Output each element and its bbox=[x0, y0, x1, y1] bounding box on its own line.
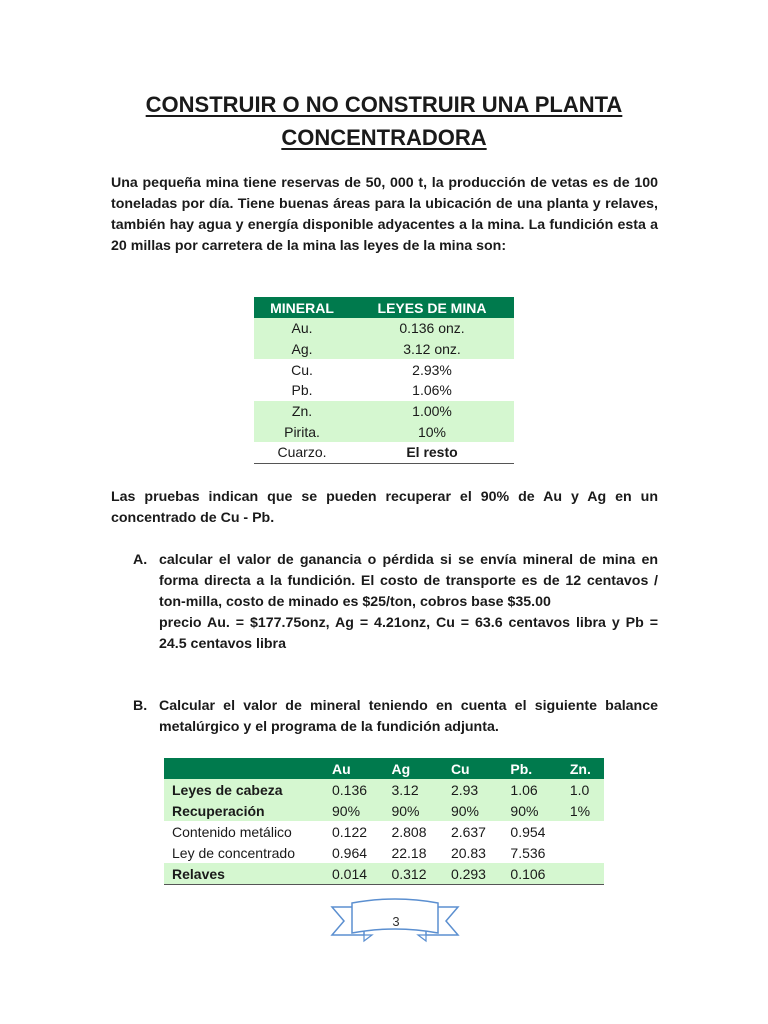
value-cell: 90% bbox=[387, 800, 446, 821]
mineral-cell: Zn. bbox=[254, 401, 350, 422]
item-a-text: calcular el valor de ganancia o pérdida si se envía mineral de mina en forma directa a la fundición. El costo de transporte es de 12 centavos / ton-milla, costo de minado es $25/ton, cobros base $35.00 bbox=[159, 552, 658, 610]
value-cell: 0.122 bbox=[332, 823, 368, 840]
table-row bbox=[254, 442, 514, 463]
value-cell: 90% bbox=[328, 800, 387, 821]
mineral-cell: Au. bbox=[254, 318, 350, 339]
value-cell: 0.954 bbox=[510, 823, 546, 840]
mineral-cell: Cu. bbox=[291, 361, 313, 378]
ley-cell: 1.00% bbox=[350, 401, 514, 422]
header-au: Au bbox=[328, 758, 387, 779]
value-cell: 0.964 bbox=[332, 844, 368, 861]
value-cell: 0.014 bbox=[328, 863, 387, 885]
header-mineral: MINERAL bbox=[254, 297, 350, 318]
balance-metalurgico-table bbox=[164, 758, 604, 885]
value-cell bbox=[566, 842, 604, 863]
header-cu: Cu bbox=[447, 758, 506, 779]
value-cell: 1% bbox=[566, 800, 604, 821]
value-cell: 1.0 bbox=[566, 779, 604, 800]
value-cell: 0.293 bbox=[447, 863, 506, 885]
table-row bbox=[254, 401, 514, 422]
title-line-2: CONCENTRADORA bbox=[281, 125, 487, 150]
value-cell: 90% bbox=[447, 800, 506, 821]
table-row bbox=[164, 779, 604, 800]
mineral-cell: Cuarzo. bbox=[254, 442, 350, 463]
value-cell: 2.808 bbox=[391, 823, 427, 840]
list-marker-b: B. bbox=[133, 698, 148, 714]
item-b-text: Calcular el valor de mineral teniendo en cuenta el siguiente balance metalúrgico y el programa de la fundición adjunta. bbox=[159, 698, 658, 735]
table-header-row bbox=[164, 758, 604, 779]
value-cell bbox=[566, 863, 604, 885]
row-label: Relaves bbox=[164, 863, 328, 885]
table-row bbox=[164, 800, 604, 821]
table-row bbox=[164, 863, 604, 885]
leyes-de-mina-table bbox=[254, 297, 514, 464]
header-leyes: LEYES DE MINA bbox=[350, 297, 514, 318]
value-cell: 0.136 bbox=[328, 779, 387, 800]
list-item-b bbox=[111, 696, 658, 738]
page-number: 3 bbox=[392, 914, 400, 929]
ley-cell: 3.12 onz. bbox=[350, 339, 514, 360]
value-cell: 22.18 bbox=[391, 844, 427, 861]
document-title bbox=[100, 88, 668, 154]
mineral-cell: Ag. bbox=[254, 339, 350, 360]
header-pb: Pb. bbox=[506, 758, 565, 779]
header-ag: Ag bbox=[387, 758, 446, 779]
ley-cell: 10% bbox=[350, 421, 514, 442]
value-cell bbox=[566, 821, 604, 842]
mineral-cell: Pb. bbox=[291, 382, 313, 399]
row-label: Leyes de cabeza bbox=[164, 779, 328, 800]
ley-cell: El resto bbox=[350, 442, 514, 463]
intro-paragraph: Una pequeña mina tiene reservas de 50, 000 t, la producción de vetas es de 100 toneladas por día. Tiene buenas áreas para la ubicación de una planta y relaves, también hay agua y energía disponible adyacentes a la mina. La fundición esta a 20 millas por carretera de la mina las leyes de la mina son: bbox=[111, 175, 658, 254]
table-row bbox=[254, 359, 514, 380]
header-empty bbox=[164, 758, 328, 779]
ley-cell: 1.06% bbox=[412, 382, 452, 399]
title-line-1: CONSTRUIR O NO CONSTRUIR UNA PLANTA bbox=[145, 92, 623, 117]
value-cell: 7.536 bbox=[510, 844, 546, 861]
table-row bbox=[254, 339, 514, 360]
value-cell: 90% bbox=[506, 800, 565, 821]
table-row bbox=[254, 380, 514, 401]
item-a-prices: precio Au. = $177.75onz, Ag = 4.21onz, Cu = 63.6 centavos libra y Pb = 24.5 centavos libra bbox=[159, 615, 658, 652]
value-cell: 1.06 bbox=[506, 779, 565, 800]
ley-cell: 2.93% bbox=[412, 361, 452, 378]
row-label: Ley de concentrado bbox=[172, 844, 295, 861]
list-marker-a: A. bbox=[133, 552, 148, 568]
value-cell: 0.106 bbox=[506, 863, 565, 885]
value-cell: 0.312 bbox=[387, 863, 446, 885]
mineral-cell: Pirita. bbox=[254, 421, 350, 442]
pruebas-paragraph: Las pruebas indican que se pueden recuperar el 90% de Au y Ag en un concentrado de Cu - Pb. bbox=[111, 489, 658, 526]
value-cell: 2.93 bbox=[447, 779, 506, 800]
table-header-row bbox=[254, 297, 514, 318]
value-cell: 3.12 bbox=[387, 779, 446, 800]
value-cell: 2.637 bbox=[450, 823, 486, 840]
value-cell: 20.83 bbox=[450, 844, 486, 861]
table-row bbox=[164, 821, 604, 842]
row-label: Contenido metálico bbox=[172, 823, 292, 840]
table-row bbox=[164, 842, 604, 863]
ley-cell: 0.136 onz. bbox=[350, 318, 514, 339]
table-row bbox=[254, 318, 514, 339]
table-row bbox=[254, 421, 514, 442]
list-item-a bbox=[111, 550, 658, 655]
row-label: Recuperación bbox=[164, 800, 328, 821]
header-zn: Zn. bbox=[566, 758, 604, 779]
